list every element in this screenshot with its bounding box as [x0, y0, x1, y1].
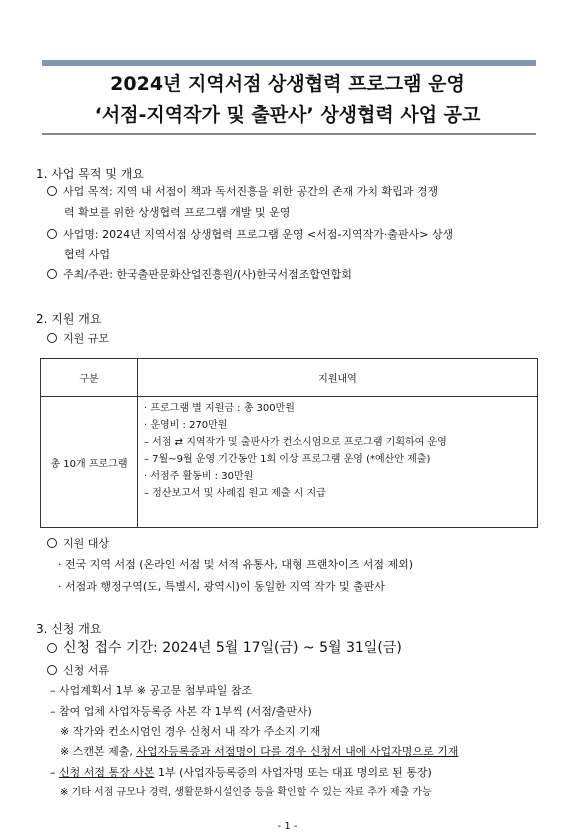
table-row-label: 총 10개 프로그램: [41, 397, 138, 528]
detail-line: – 정산보고서 및 사례집 원고 제출 시 지급: [144, 488, 326, 499]
doc-4-prefix: –: [50, 766, 59, 779]
scale-label: 지원 규모: [63, 332, 110, 345]
doc-4-emphasis: 신청 서점 통장 사본: [59, 766, 155, 779]
target-item: [47, 537, 109, 551]
title-line-1: 2024년 지역서점 상생협력 프로그램 운영: [110, 73, 465, 95]
section-3-heading: 3. 신청 개요: [36, 622, 102, 636]
target-label: 지원 대상: [63, 537, 110, 550]
docs-item: [47, 664, 109, 678]
table-header-details: 지원내역: [138, 359, 538, 397]
table-row: [41, 397, 538, 528]
doc-3-emphasis: 사업자등록증과 서점명이 다를 경우 신청서 내에 사업자명으로 기재: [136, 745, 459, 758]
page-number: - 1 -: [277, 821, 298, 832]
doc-4: [50, 766, 432, 780]
detail-line: · 프로그램 별 지원금 : 총 300만원: [144, 403, 295, 414]
target-line-2: · 서점과 행정구역(도, 특별시, 광역시)이 동일한 지역 작가 및 출판사: [58, 580, 385, 593]
purpose-text-cont: 력 확보를 위한 상생협력 프로그램 개발 및 운영: [64, 206, 291, 219]
scale-item: [47, 332, 109, 346]
period-item: [47, 641, 402, 655]
period-text: 신청 접수 기간: 2024년 5월 17일(금) ~ 5월 31일(금): [63, 640, 402, 656]
name-item: [47, 228, 453, 242]
title-line-2: ‘서점-지역작가 및 출판사’ 상생협력 사업 공고: [94, 104, 481, 126]
circle-bullet-icon: [47, 665, 57, 675]
docs-label: 신청 서류: [63, 664, 110, 677]
section-2-heading: 2. 지원 개요: [36, 312, 102, 326]
detail-line: – 7월~9월 운영 기간동안 1회 이상 프로그램 운영 (*예산안 제출): [144, 454, 431, 465]
doc-2-note: ※ 작가와 컨소시엄인 경우 신청서 내 작가 주소지 기재: [60, 725, 321, 738]
detail-line: – 서점 ⇄ 지역작가 및 출판사가 컨소시엄으로 프로그램 기획하여 운영: [144, 437, 447, 448]
target-line-1: · 전국 지역 서점 (온라인 서점 및 서적 유통사, 대형 프랜차이즈 서점 제외): [58, 558, 414, 571]
purpose-item: [47, 185, 438, 199]
table-header-category: 구분: [41, 359, 138, 397]
section-1-heading: 1. 사업 목적 및 개요: [36, 167, 144, 181]
circle-bullet-icon: [47, 186, 57, 196]
title-bar: [42, 60, 536, 66]
circle-bullet-icon: [47, 538, 57, 548]
title-rule: [42, 133, 536, 135]
doc-3: [60, 745, 458, 759]
host-item: [47, 268, 352, 282]
table-row-content: [138, 397, 538, 528]
doc-1: – 사업계획서 1부 ※ 공고문 첨부파일 참조: [50, 684, 253, 697]
doc-3-prefix: ※ 스캔본 제출,: [60, 745, 137, 758]
support-table: [40, 358, 538, 528]
table-header-row: [41, 359, 538, 397]
detail-line: · 서점주 활동비 : 30만원: [144, 471, 254, 482]
circle-bullet-icon: [47, 333, 57, 343]
name-text-cont: 협력 사업: [64, 248, 111, 261]
purpose-text: 사업 목적: 지역 내 서점이 책과 독서진흥을 위한 공간의 존재 가치 확립과 경쟁: [63, 185, 439, 198]
circle-bullet-icon: [47, 229, 57, 239]
host-text: 주최/주관: 한국출판문화산업진흥원/(사)한국서점조합연합회: [63, 268, 352, 281]
circle-bullet-icon: [47, 269, 57, 279]
doc-note: ※ 기타 서점 규모나 경력, 생활문화시설인증 등을 확인할 수 있는 자료 추가 제출 가능: [60, 787, 432, 798]
doc-4-rest: 1부 (사업자등록증의 사업자명 또는 대표 명의로 된 통장): [154, 766, 432, 779]
circle-bullet-icon: [47, 643, 57, 653]
name-text: 사업명: 2024년 지역서점 상생협력 프로그램 운영 <서점-지역작가·출판사> 상생: [63, 228, 454, 241]
detail-line: · 운영비 : 270만원: [144, 420, 228, 431]
doc-2: – 참여 업체 사업자등록증 사본 각 1부씩 (서점/출판사): [50, 705, 312, 718]
